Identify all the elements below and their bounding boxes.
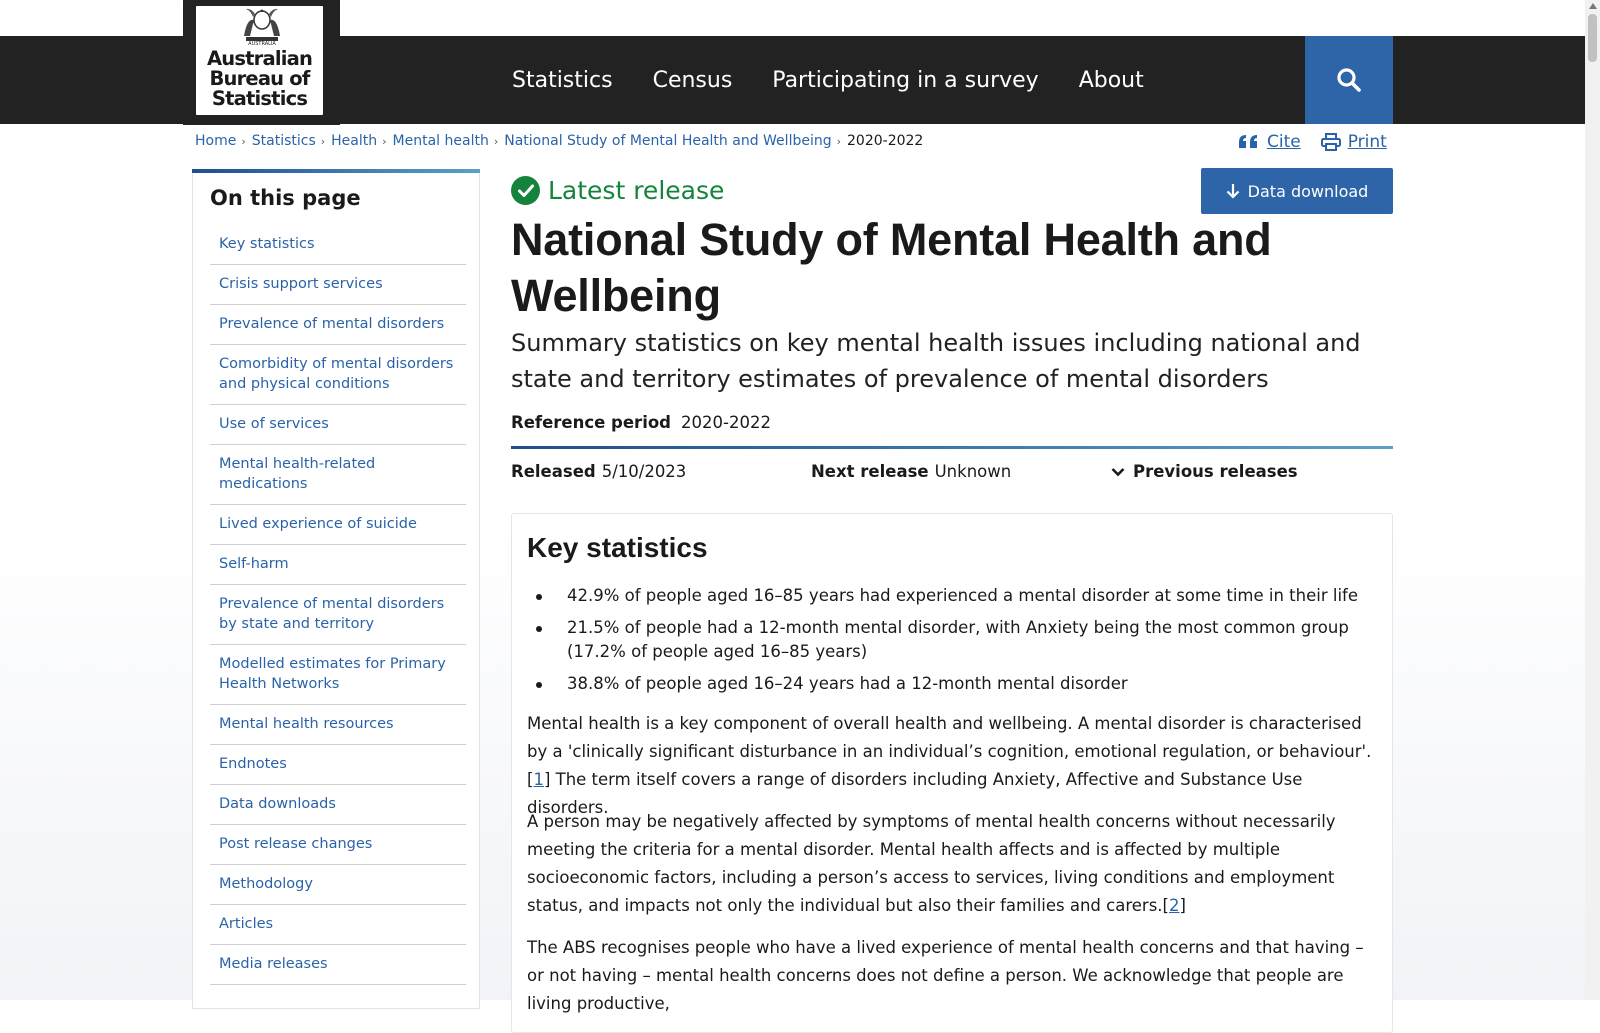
- logo-wordmark: [196, 49, 323, 109]
- sidebar-toc-item[interactable]: [210, 905, 466, 945]
- logo-line-2: Bureau of: [209, 67, 310, 90]
- cite-link[interactable]: Cite: [1267, 132, 1301, 152]
- intro-paragraph-1: [527, 710, 1377, 822]
- breadcrumb-home[interactable]: Home: [195, 133, 237, 149]
- scroll-up-arrow-icon[interactable]: [1589, 3, 1597, 9]
- main-navigation: [512, 36, 1184, 124]
- bullet-icon: [536, 682, 542, 688]
- data-download-button[interactable]: [1201, 168, 1393, 214]
- crest-text: AUSTRALIA: [248, 41, 276, 46]
- chevron-down-icon: [1111, 467, 1125, 477]
- nav-census[interactable]: Census: [652, 67, 733, 93]
- sidebar-toc-item[interactable]: [210, 445, 466, 505]
- endnote-link-2[interactable]: 2: [1168, 896, 1180, 915]
- sidebar-toc-item[interactable]: [210, 745, 466, 785]
- printer-icon: [1321, 133, 1341, 151]
- breadcrumb-chevron-icon: ›: [382, 134, 387, 148]
- next-release-label: Next release: [811, 462, 929, 481]
- sidebar-toc-link[interactable]: Articles: [219, 916, 274, 932]
- page-tools: [1238, 132, 1407, 152]
- breadcrumb-health[interactable]: Health: [331, 133, 378, 149]
- release-divider: [511, 446, 1393, 449]
- list-item: [567, 584, 1367, 608]
- para1-text-a: Mental health is a key component of overall health and wellbeing. A mental disorder is characterised by a 'clinically significant disturbance in an individual’s cognition, emotional regulation, or behaviour'.[: [527, 714, 1372, 789]
- sidebar-toc-item[interactable]: [210, 705, 466, 745]
- print-tool[interactable]: [1321, 132, 1387, 152]
- bullet-icon: [536, 626, 542, 632]
- breadcrumb: [195, 133, 923, 149]
- sidebar-toc-link[interactable]: Prevalence of mental disorders by state and territory: [219, 596, 445, 632]
- sidebar-toc-item[interactable]: [210, 945, 466, 985]
- sidebar-toc-item[interactable]: [210, 505, 466, 545]
- bullet-icon: [536, 594, 542, 600]
- sidebar-toc-link[interactable]: Use of services: [219, 416, 329, 432]
- latest-release-label: Latest release: [548, 176, 725, 205]
- sidebar-toc-item[interactable]: [210, 785, 466, 825]
- sidebar-accent-bar: [192, 169, 480, 173]
- page-scrollbar[interactable]: [1585, 0, 1600, 1000]
- sidebar-toc-link[interactable]: Crisis support services: [219, 276, 383, 292]
- scrollbar-thumb[interactable]: [1588, 14, 1597, 62]
- page-title: National Study of Mental Health and Wellbeing: [511, 214, 1272, 321]
- sidebar-toc-link[interactable]: Prevalence of mental disorders: [219, 316, 445, 332]
- list-item: [567, 616, 1367, 664]
- logo-box: [194, 4, 325, 117]
- sidebar-toc-link[interactable]: Comorbidity of mental disorders and physical conditions: [219, 356, 454, 392]
- reference-period-label: Reference period: [511, 413, 671, 432]
- sidebar-toc-item[interactable]: [210, 585, 466, 645]
- key-point-3: 38.8% of people aged 16–24 years had a 12-month mental disorder: [567, 674, 1128, 693]
- arrow-down-icon: [1226, 183, 1240, 199]
- sidebar-toc-link[interactable]: Post release changes: [219, 836, 373, 852]
- key-point-1: 42.9% of people aged 16–85 years had experienced a mental disorder at some time in their life: [567, 586, 1358, 605]
- key-statistics-list: [567, 584, 1367, 704]
- breadcrumb-chevron-icon: ›: [493, 134, 499, 148]
- quote-icon: [1238, 134, 1260, 150]
- sidebar-toc-item[interactable]: [210, 405, 466, 445]
- sidebar-toc-item[interactable]: [210, 305, 466, 345]
- previous-releases-toggle[interactable]: [1111, 462, 1298, 481]
- sidebar-toc-link[interactable]: Modelled estimates for Primary Health Networks: [219, 656, 446, 692]
- sidebar-toc-list: [210, 225, 466, 985]
- sidebar-toc-item[interactable]: [210, 825, 466, 865]
- sidebar-toc-item[interactable]: [210, 545, 466, 585]
- list-item: [567, 672, 1367, 696]
- para2-text-a: A person may be negatively affected by symptoms of mental health concerns without necessarily meeting the criteria for a mental disorder. Mental health affects and is affected by multiple socioeconomic factors, including a person’s access to services, living conditions and employment status, and impacts not only the individual but also their families and carers.[: [527, 812, 1336, 915]
- breadcrumb-current: 2020-2022: [847, 133, 924, 149]
- sidebar-title: On this page: [210, 186, 361, 210]
- released-value: 5/10/2023: [601, 462, 687, 481]
- nav-about[interactable]: About: [1078, 67, 1144, 93]
- para2-text-b: ]: [1179, 896, 1186, 915]
- breadcrumb-chevron-icon: ›: [836, 134, 842, 148]
- key-statistics-card: [511, 513, 1393, 1033]
- breadcrumb-chevron-icon: ›: [320, 134, 326, 148]
- sidebar-toc-item[interactable]: [210, 225, 466, 265]
- sidebar-toc-link[interactable]: Data downloads: [219, 796, 336, 812]
- sidebar-toc-link[interactable]: Self-harm: [219, 556, 289, 572]
- sidebar-toc-item[interactable]: [210, 645, 466, 705]
- sidebar-toc-link[interactable]: Methodology: [219, 876, 313, 892]
- sidebar-toc-link[interactable]: Key statistics: [219, 236, 315, 252]
- endnote-link-1[interactable]: 1: [533, 770, 544, 789]
- sidebar-toc-link[interactable]: Media releases: [219, 956, 328, 972]
- next-release-value: Unknown: [934, 462, 1012, 481]
- breadcrumb-mental-health[interactable]: Mental health: [392, 133, 489, 149]
- coat-of-arms-icon: [236, 6, 288, 46]
- breadcrumb-national-study[interactable]: National Study of Mental Health and Wellbeing: [504, 133, 832, 149]
- logo-line-3: Statistics: [211, 87, 308, 110]
- reference-period-value: 2020-2022: [681, 413, 771, 432]
- nav-participating-in-a-survey[interactable]: Participating in a survey: [772, 67, 1039, 93]
- page-subtitle: Summary statistics on key mental health issues including national and state and territory estimates of prevalence of mental disorders: [511, 329, 1361, 393]
- latest-release-badge: [511, 176, 724, 205]
- search-icon: [1336, 67, 1362, 93]
- sidebar-toc-link[interactable]: Lived experience of suicide: [219, 516, 417, 532]
- sidebar-toc-item[interactable]: [210, 345, 466, 405]
- released-label: Released: [511, 462, 596, 481]
- on-this-page-sidebar: [192, 169, 480, 1009]
- previous-releases-label: Previous releases: [1133, 462, 1298, 481]
- cite-tool[interactable]: [1238, 132, 1301, 152]
- sidebar-toc-item[interactable]: [210, 865, 466, 905]
- data-download-label: Data download: [1247, 181, 1369, 201]
- next-release-info: [811, 462, 1011, 481]
- key-statistics-heading: Key statistics: [527, 532, 708, 563]
- sidebar-toc-link[interactable]: Mental health resources: [219, 716, 394, 732]
- reference-period: [511, 413, 771, 432]
- print-link[interactable]: Print: [1347, 132, 1387, 152]
- intro-paragraph-2: [527, 808, 1377, 920]
- logo-line-1: Australian: [206, 47, 313, 70]
- abs-logo[interactable]: [183, 0, 340, 125]
- released-info: [511, 462, 686, 481]
- breadcrumb-chevron-icon: ›: [241, 134, 246, 148]
- nav-statistics[interactable]: Statistics: [512, 67, 613, 93]
- para1-text-b: ] The term itself covers a range of disorders including Anxiety, Affective and Substance Use disorders.: [527, 770, 1303, 817]
- search-button[interactable]: [1305, 36, 1393, 124]
- intro-paragraph-3: The ABS recognises people who have a lived experience of mental health concerns and that having – or not having – mental health concerns does not define a person. We acknowledge that people are living productive,: [527, 938, 1364, 1013]
- sidebar-toc-link[interactable]: Endnotes: [219, 756, 287, 772]
- sidebar-toc-link[interactable]: Mental health-related medications: [219, 456, 376, 492]
- breadcrumb-statistics[interactable]: Statistics: [251, 133, 316, 149]
- key-point-2: 21.5% of people had a 12-month mental disorder, with Anxiety being the most common group (17.2% of people aged 16–85 years): [567, 618, 1349, 661]
- check-circle-icon: [511, 176, 540, 205]
- sidebar-toc-item[interactable]: [210, 265, 466, 305]
